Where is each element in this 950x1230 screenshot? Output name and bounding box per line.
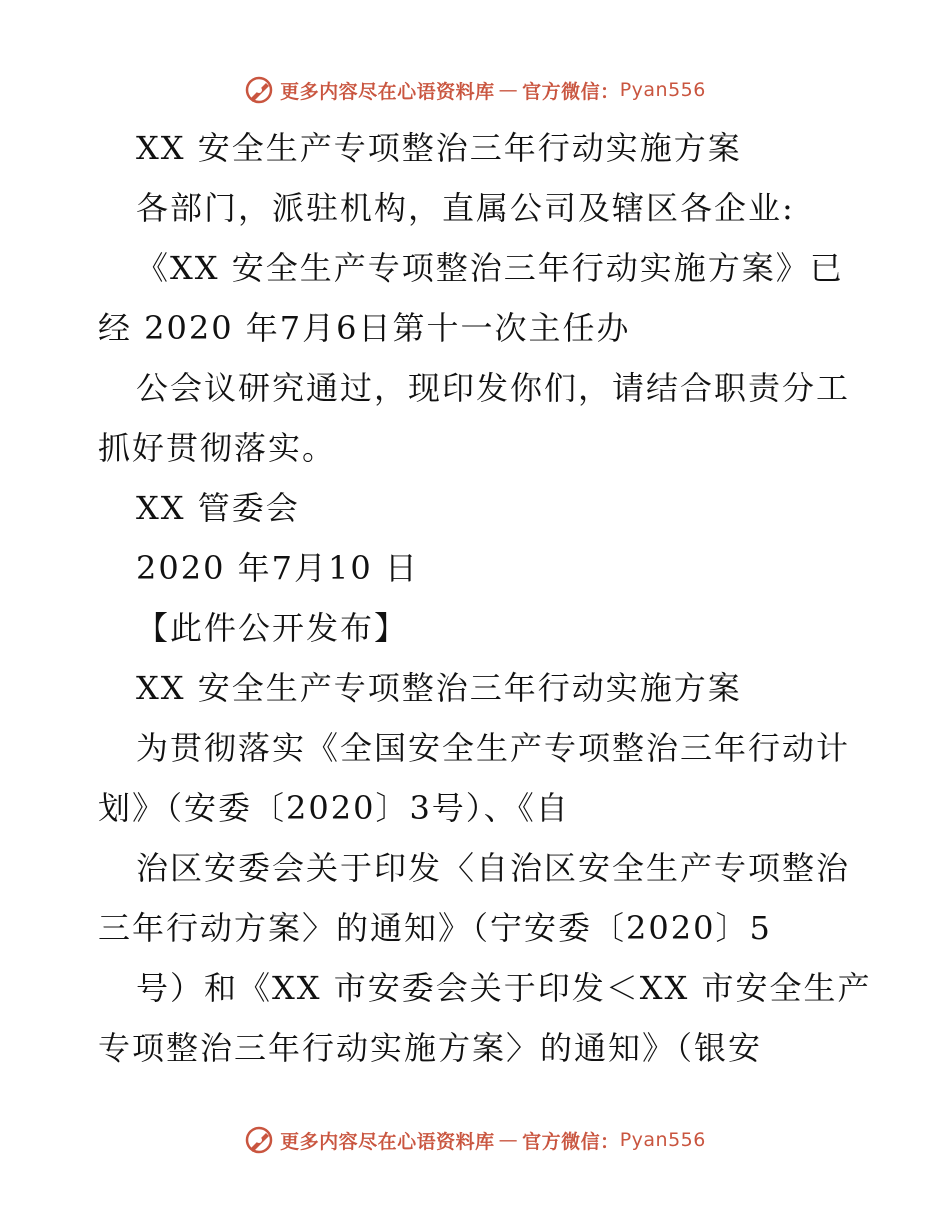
footer-watermark — [0, 1120, 950, 1160]
watermark-dash: — — [498, 79, 519, 101]
header-watermark — [0, 70, 950, 110]
watermark-official-label: 官方微信： — [522, 1130, 620, 1153]
body-line: 专项整治三年行动实施方案〉的通知》（银安 — [98, 1029, 763, 1067]
watermark-wechat-id: Pyan556 — [619, 79, 706, 101]
body-line: 《XX 安全生产专项整治三年行动实施方案》已 — [136, 249, 844, 287]
body-line: 经 2020 年7月6日第十一次主任办 — [98, 309, 631, 347]
recipients-line: 各部门，派驻机构，直属公司及辖区各企业: — [136, 189, 795, 227]
watermark-wechat-id: Pyan556 — [619, 1129, 706, 1151]
publication-note: 【此件公开发布】 — [136, 609, 409, 647]
body-line: 为贯彻落实《全国安全生产专项整治三年行动计 — [136, 729, 851, 767]
issuer-line: XX 管委会 — [136, 489, 300, 527]
body-line: 公会议研究通过，现印发你们，请结合职责分工 — [136, 369, 851, 407]
watermark-official-label: 官方微信： — [522, 80, 620, 103]
document-body — [98, 120, 872, 1080]
body-line: 号）和《XX 市安委会关于印发＜XX 市安全生产 — [136, 969, 872, 1007]
watermark-dash: — — [498, 1129, 519, 1151]
watermark-text: 更多内容尽在心语资料库 — [280, 80, 495, 103]
body-line: 治区安委会关于印发〈自治区安全生产专项整治 — [136, 849, 851, 887]
document-title: XX 安全生产专项整治三年行动实施方案 — [136, 129, 742, 167]
watermark-text: 更多内容尽在心语资料库 — [280, 1130, 495, 1153]
date-line: 2020 年7月10 日 — [136, 549, 419, 587]
body-line: 三年行动方案〉的通知》（宁安委〔2020〕5 — [98, 909, 772, 947]
pen-logo-icon — [244, 1125, 274, 1155]
pen-logo-icon — [244, 75, 274, 105]
body-line: 划》（安委〔2020〕3号）、《自 — [98, 789, 570, 827]
section-title: XX 安全生产专项整治三年行动实施方案 — [136, 669, 742, 707]
body-line: 抓好贯彻落实。 — [98, 429, 337, 467]
